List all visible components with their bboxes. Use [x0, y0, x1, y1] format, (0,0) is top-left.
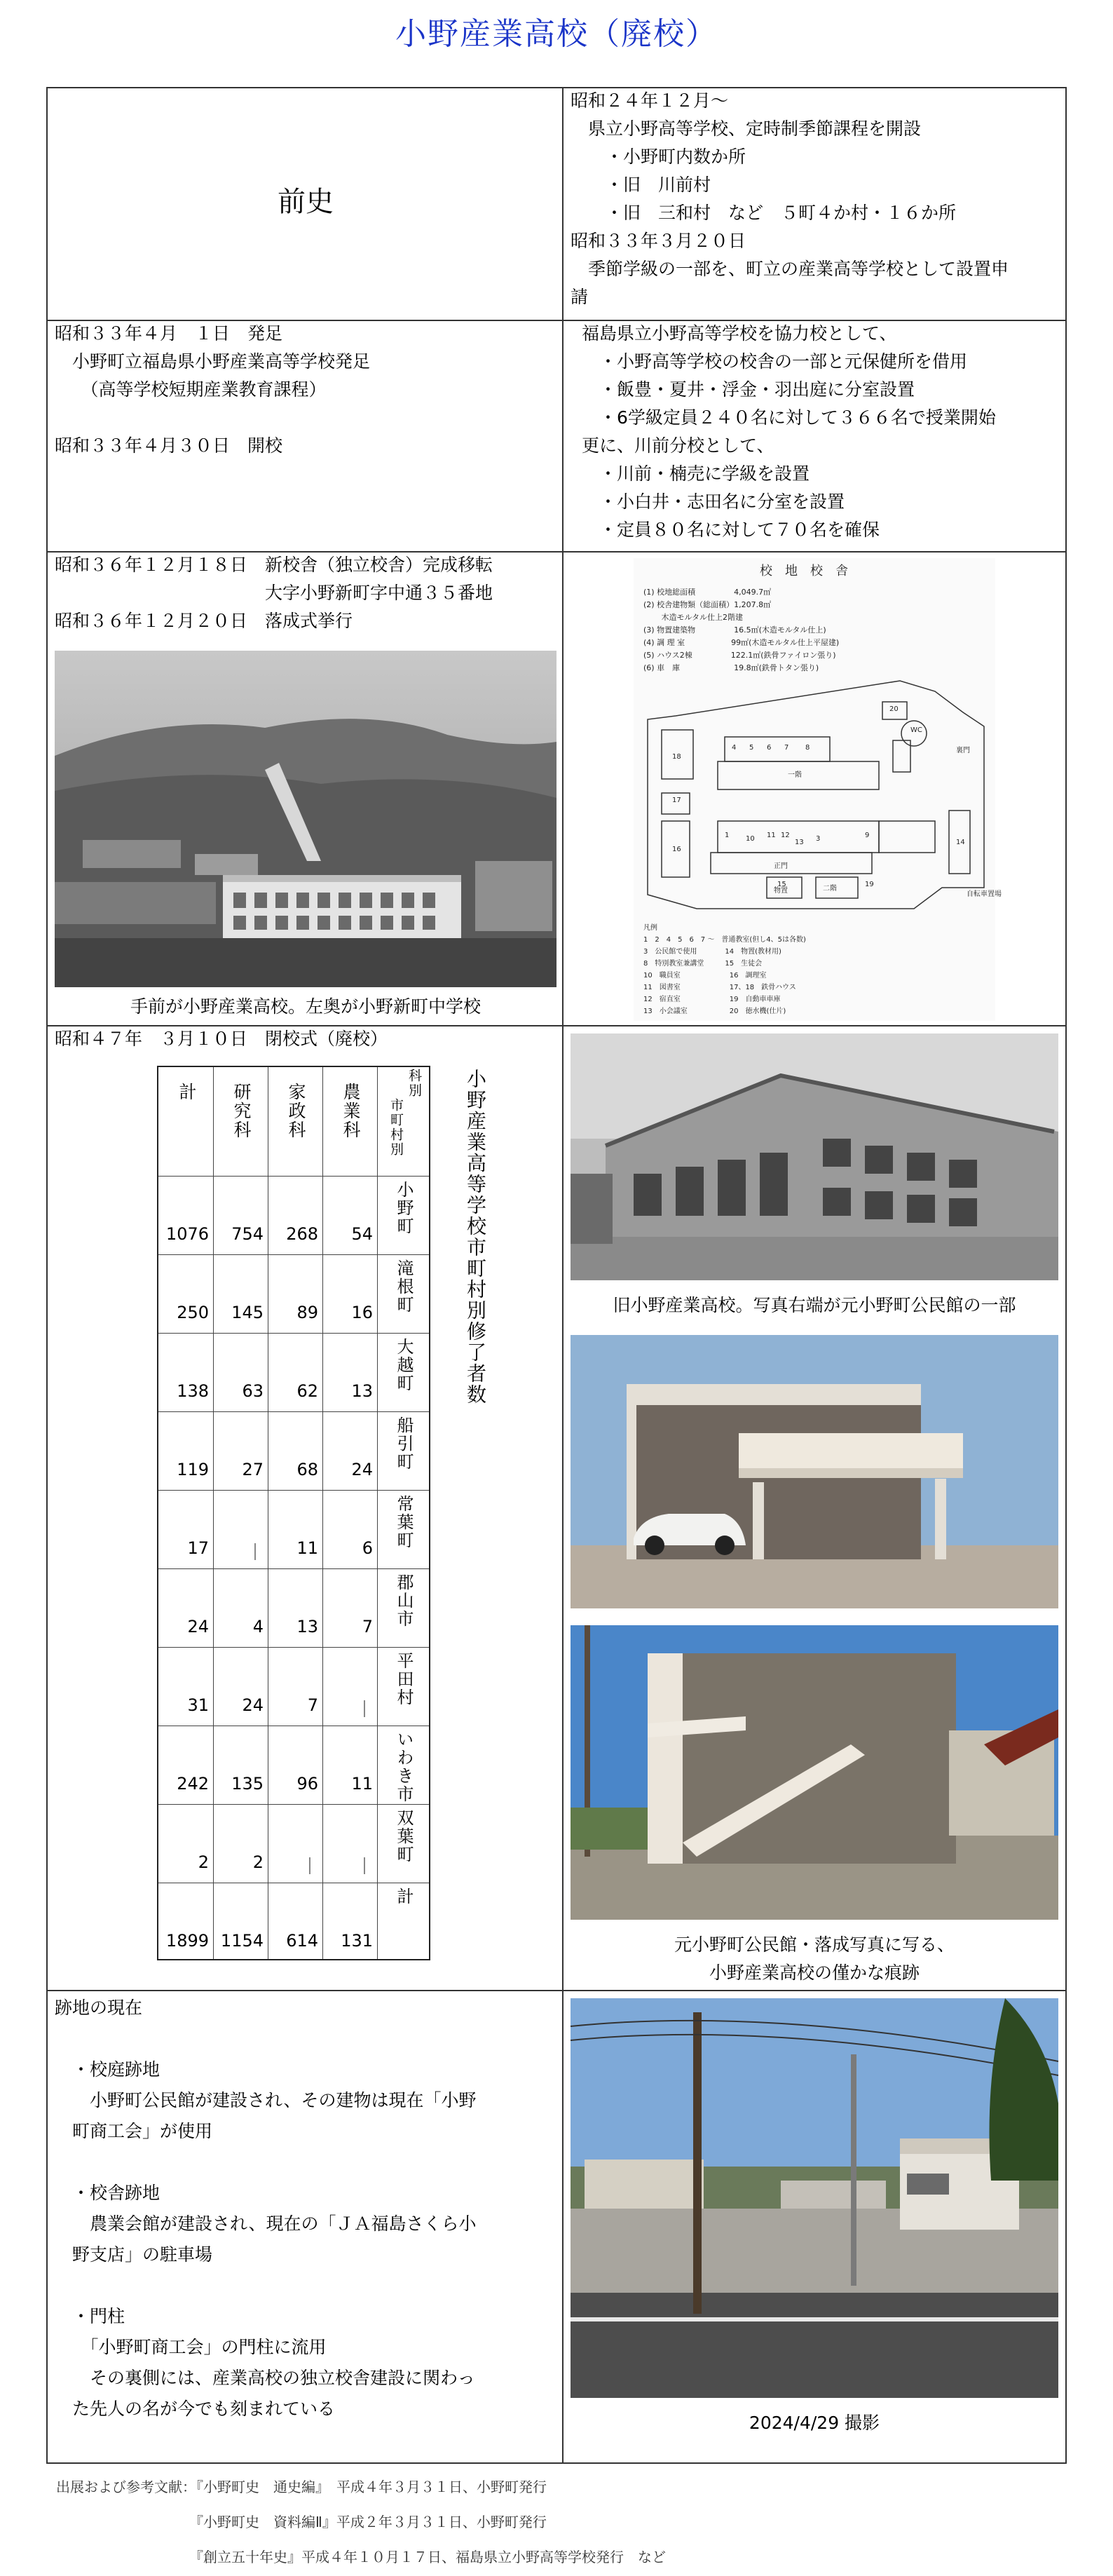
table-cell: 2 — [198, 1852, 209, 1872]
reference-line: 『創立五十年史』平成４年１０月１７日、福島県立小野高等学校発行 など — [56, 2549, 666, 2565]
table-cell: 2 — [252, 1852, 264, 1872]
table-cell: ｜ — [356, 1700, 373, 1719]
map-label: 16 — [672, 846, 681, 853]
present-line: 小野町公民館が建設され、その建物は現在「小野 — [55, 2090, 477, 2110]
table-cell: 11 — [296, 1538, 318, 1558]
present-line: ・門柱 — [55, 2306, 125, 2326]
table-cell: 242 — [177, 1774, 209, 1794]
new-building-left-cell — [48, 553, 564, 1025]
map-label: 13 — [795, 839, 804, 846]
table-row-municipality: 双葉町 — [394, 1809, 414, 1864]
table-cell: 135 — [231, 1774, 264, 1794]
graduates-table-title: 小野産業高等学校市町村別修了者数 — [464, 1069, 487, 1405]
founding-detail-line: ・小野高等学校の校舎の一部と元保健所を借用 — [582, 351, 968, 372]
founding-line: 昭和３３年４月 １日 発足 — [55, 323, 283, 344]
closing-photos-cell — [564, 1026, 1065, 1990]
map-label: 3 — [816, 835, 821, 843]
founding-detail-line: 更に、川前分校として、 — [582, 435, 774, 456]
community-hall-photo — [571, 1335, 1058, 1608]
table-cell: 24 — [351, 1460, 373, 1479]
old-school-caption: 旧小野産業高校。写真右端が元小野町公民館の一部 — [613, 1295, 1016, 1315]
table-corner-top: 科別 — [407, 1069, 422, 1098]
map-legend-item: 13 小会議室 20 徳水機(仕片) — [643, 1008, 786, 1015]
map-label: WC — [910, 726, 922, 734]
staircase-caption-line1: 元小野町公民館・落成写真に写る、 — [674, 1934, 955, 1955]
present-line: ・校庭跡地 — [55, 2059, 161, 2080]
map-label: 11 — [767, 832, 776, 839]
table-cell: 63 — [242, 1381, 264, 1401]
table-cell: 13 — [296, 1617, 318, 1636]
table-gridline — [158, 1568, 429, 1569]
table-cell: 31 — [187, 1695, 209, 1715]
hall-staircase-photo — [571, 1625, 1058, 1920]
present-line: 町商工会」が使用 — [55, 2121, 213, 2141]
table-cell: 7 — [362, 1617, 373, 1636]
map-label: 8 — [805, 744, 810, 752]
founding-detail-line: ・川前・楠売に学級を設置 — [582, 463, 810, 484]
table-cell: 96 — [296, 1774, 318, 1794]
map-list-item: (3) 物置建築物 16.5㎡(木造モルタル仕上) — [643, 625, 826, 635]
school-panorama-photo — [55, 651, 556, 987]
founding-detail-line: ・6学級定員２４０名に対して３６６名で授業開始 — [582, 407, 996, 428]
prehistory-line: ・旧 川前村 — [571, 175, 711, 195]
founding-detail-line: ・小白井・志田名に分室を設置 — [582, 492, 845, 512]
founding-line: 昭和３３年４月３０日 開校 — [55, 435, 283, 456]
map-label: 17 — [672, 796, 681, 804]
table-cell: 614 — [286, 1931, 318, 1951]
prehistory-line: 県立小野高等学校、定時制季節課程を開設 — [571, 118, 922, 139]
map-list-item: (2) 校舎建物類（総面積）1,207.8㎡ — [643, 600, 772, 609]
table-gridline — [158, 1333, 429, 1334]
table-cell: 754 — [231, 1224, 264, 1244]
table-column-header: 農業科 — [341, 1083, 361, 1139]
table-cell: 24 — [242, 1695, 264, 1715]
map-list-item: (6) 車 庫 19.8㎡(鉄骨トタン張り) — [643, 663, 819, 672]
present-line: 跡地の現在 — [55, 1998, 143, 2018]
table-cell: 7 — [307, 1695, 318, 1715]
table-gridline — [158, 1490, 429, 1491]
map-label: 20 — [889, 705, 899, 713]
table-row-municipality: 郡山市 — [394, 1573, 414, 1628]
prehistory-heading-cell — [48, 88, 564, 320]
map-label: 18 — [672, 753, 681, 761]
present-line: 農業会館が建設され、現在の「ＪＡ福島さくら小 — [55, 2214, 477, 2234]
map-label: 19 — [865, 881, 874, 888]
prehistory-line: 昭和３３年３月２０日 — [571, 231, 746, 251]
present-line: その裏側には、産業高校の独立校舎建設に関わっ — [55, 2368, 475, 2388]
table-gridline — [213, 1067, 214, 1959]
table-row-municipality: 船引町 — [394, 1416, 414, 1471]
table-cell: 11 — [351, 1774, 373, 1794]
prehistory-line: ・小野町内数か所 — [571, 147, 746, 167]
map-label: 15 — [777, 881, 786, 888]
table-cell: 17 — [187, 1538, 209, 1558]
reference-line: 出展および参考文献：『小野町史 通史編』 平成４年３月３１日、小野町発行 — [56, 2479, 547, 2495]
closing-left-cell — [48, 1026, 564, 1990]
map-list-item: (1) 校地総面積 4,049.7㎡ — [643, 588, 772, 597]
map-legend-item: 1 2 4 5 6 7 ～ 普通教室(但し4、5は各数) — [643, 936, 806, 944]
site-today-photo — [571, 1998, 1058, 2398]
table-row-municipality: いわき市 — [394, 1730, 414, 1803]
founding-detail-line: ・飯豊・夏井・浮金・羽出庭に分室設置 — [582, 379, 915, 400]
new-building-line: 昭和３６年１２月２０日 落成式挙行 — [55, 611, 353, 631]
table-cell: 16 — [351, 1303, 373, 1322]
table-cell: 1076 — [165, 1224, 209, 1244]
present-line: 「小野町商工会」の門柱に流用 — [55, 2337, 327, 2357]
table-gridline — [158, 1647, 429, 1648]
table-cell: ｜ — [356, 1857, 373, 1876]
map-label: 4 — [732, 744, 737, 752]
table-cell: 1154 — [220, 1931, 264, 1951]
campus-map-image — [634, 558, 1002, 1021]
table-cell: 54 — [351, 1224, 373, 1244]
prehistory-line: ・旧 三和村 など ５町４か村・１６か所 — [571, 203, 957, 223]
table-cell: 131 — [341, 1931, 373, 1951]
table-cell: 24 — [187, 1617, 209, 1636]
table-cell: 6 — [362, 1538, 373, 1558]
map-label: 裏門 — [956, 747, 970, 754]
table-cell: 68 — [296, 1460, 318, 1479]
new-building-line: 大字小野新町字中通３５番地 — [55, 583, 493, 603]
table-row-municipality: 大越町 — [394, 1338, 414, 1392]
present-line: 野支店」の駐車場 — [55, 2244, 213, 2265]
new-building-line: 昭和３６年１２月１８日 新校舎（独立校舎）完成移転 — [55, 555, 493, 575]
row-founding — [48, 321, 1065, 553]
references — [56, 2469, 666, 2575]
present-left-cell — [48, 1991, 564, 2462]
map-legend-item: 8 特別教室兼講堂 15 生徒会 — [643, 960, 763, 968]
closing-heading: 昭和４７年 ３月１０日 閉校式（廃校） — [55, 1029, 388, 1049]
table-row-municipality: 小野町 — [394, 1181, 414, 1235]
campus-map-cell — [564, 553, 1065, 1025]
map-title: 校 地 校 舎 — [760, 564, 848, 578]
table-row-municipality: 常葉町 — [394, 1495, 414, 1550]
map-label: 物置 — [774, 887, 788, 895]
table-row-municipality: 平田村 — [394, 1652, 414, 1707]
table-cell: 13 — [351, 1381, 373, 1401]
table-cell: ｜ — [247, 1543, 264, 1562]
map-label: 10 — [746, 835, 755, 843]
table-gridline — [158, 1176, 429, 1177]
map-label: 5 — [749, 744, 754, 752]
founding-line: 小野町立福島県小野産業高等学校発足 — [55, 351, 371, 372]
map-label: 正門 — [774, 862, 788, 870]
map-label: 1 — [725, 832, 730, 839]
table-cell: 268 — [286, 1224, 318, 1244]
map-label: 6 — [767, 744, 772, 752]
table-column-header: 研究科 — [231, 1083, 252, 1139]
table-cell: ｜ — [301, 1857, 318, 1876]
reference-line: 『小野町史 資料編Ⅱ』平成２年３月３１日、小野町発行 — [56, 2514, 547, 2530]
table-cell: 250 — [177, 1303, 209, 1322]
site-today-caption: 2024/4/29 撮影 — [749, 2413, 880, 2433]
map-list-item: (4) 調 理 室 99㎡(木造モルタル仕上平屋建) — [643, 638, 840, 647]
map-list-item: 木造モルタル仕上2階建 — [643, 613, 744, 622]
row-new-building — [48, 553, 1065, 1026]
table-row-municipality: 滝根町 — [394, 1259, 414, 1314]
page-title: 小野産業高校（廃校） — [395, 16, 718, 52]
graduates-table — [157, 1066, 430, 1960]
table-cell: 4 — [252, 1617, 264, 1636]
table-cell: 27 — [242, 1460, 264, 1479]
table-row-municipality: 計 — [394, 1887, 414, 1906]
present-photo-cell — [564, 1991, 1065, 2462]
table-cell: 145 — [231, 1303, 264, 1322]
map-label: 9 — [865, 832, 870, 839]
map-legend-item: 12 宿直室 19 自動車車庫 — [643, 996, 781, 1003]
founding-detail-line: 福島県立小野高等学校を協力校として、 — [582, 323, 897, 344]
table-cell: 62 — [296, 1381, 318, 1401]
table-column-header: 計 — [177, 1083, 197, 1101]
old-school-photo — [571, 1033, 1058, 1280]
map-label: 14 — [956, 839, 965, 846]
prehistory-line: 季節学級の一部を、町立の産業高等学校として設置申 — [571, 259, 1009, 279]
staircase-caption-line2: 小野産業高校の僅かな痕跡 — [709, 1962, 920, 1983]
map-label: 12 — [781, 832, 790, 839]
map-label: 一階 — [788, 771, 802, 779]
row-prehistory — [48, 88, 1065, 321]
table-cell: 138 — [177, 1381, 209, 1401]
panorama-caption: 手前が小野産業高校。左奥が小野新町中学校 — [130, 996, 481, 1017]
prehistory-line: 請 — [571, 287, 589, 307]
history-table — [46, 87, 1067, 2464]
table-cell: 119 — [177, 1460, 209, 1479]
map-label: 自転車置場 — [967, 890, 1002, 898]
table-gridline — [158, 1254, 429, 1255]
present-line: ・校舎跡地 — [55, 2183, 161, 2203]
row-present — [48, 1991, 1065, 2462]
table-cell: 89 — [296, 1303, 318, 1322]
map-legend-item: 3 公民館で使用 14 物置(教材用) — [643, 948, 781, 956]
table-column-header: 家政科 — [286, 1083, 306, 1139]
map-list-item: (5) ハウス2棟 122.1㎡(鉄骨ファイロン張り) — [643, 651, 836, 660]
founding-right-cell — [564, 321, 1065, 551]
founding-detail-line: ・定員８０名に対して７０名を確保 — [582, 520, 880, 540]
table-cell: 1899 — [165, 1931, 209, 1951]
map-legend-item: 10 職員室 16 調理室 — [643, 972, 767, 979]
founding-line: （高等学校短期産業教育課程） — [55, 379, 327, 400]
map-legend-item: 11 図書室 17、18 鉄骨ハウス — [643, 984, 796, 991]
row-closing — [48, 1026, 1065, 1991]
map-label: 7 — [784, 744, 789, 752]
present-line: た先人の名が今でも刻まれている — [55, 2399, 336, 2419]
table-gridline — [322, 1067, 323, 1959]
map-label: 二階 — [823, 885, 837, 893]
table-gridline — [158, 1411, 429, 1412]
table-gridline — [158, 1804, 429, 1805]
prehistory-heading: 前史 — [278, 186, 334, 218]
prehistory-line: 昭和２４年１２月～ — [571, 90, 729, 111]
table-gridline — [377, 1067, 378, 1959]
founding-left-cell — [48, 321, 564, 551]
map-legend-item: 凡例 — [643, 924, 657, 932]
table-corner-bottom: 市町村別 — [388, 1098, 404, 1157]
prehistory-text-cell — [564, 88, 1065, 320]
